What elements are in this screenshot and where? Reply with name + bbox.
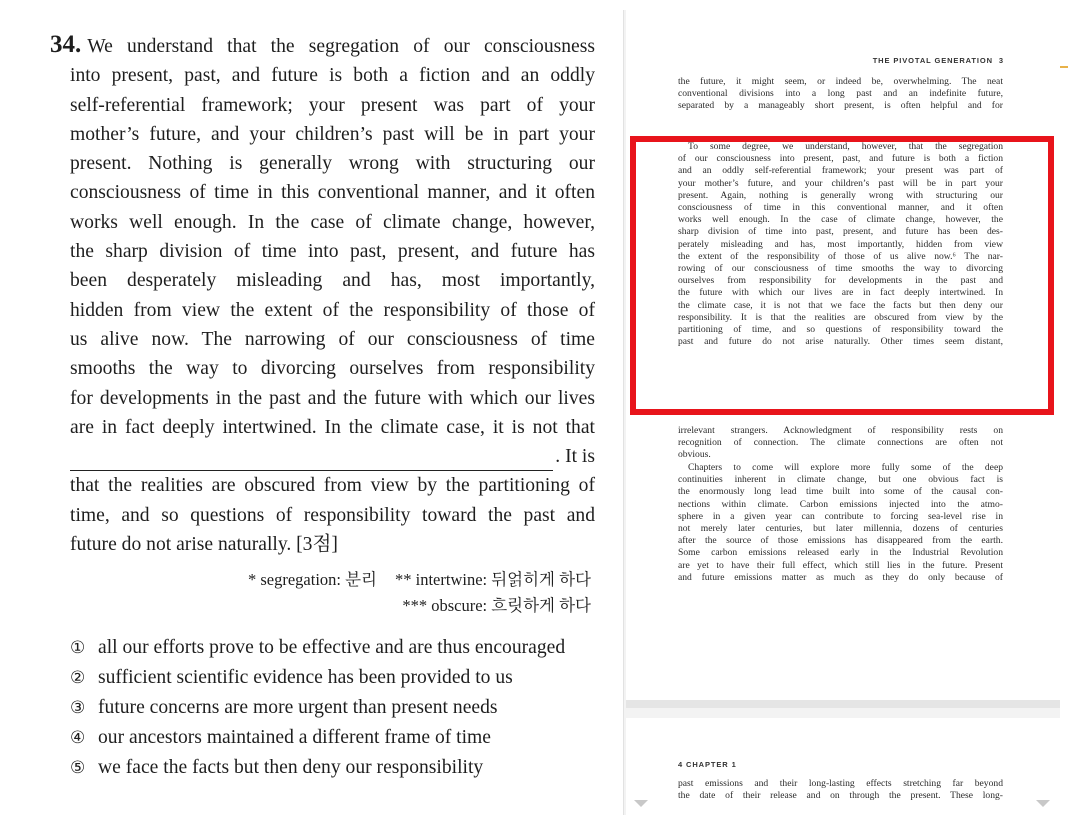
answer-choices [50,633,595,782]
question-line: 34. We understand that the segregation of our consciousness [50,31,595,58]
exam-question [50,30,595,782]
glossary-entry: * segregation: 분리 [247,570,377,590]
question-number: 34. [50,31,82,58]
question-line: hidden from view the extent of the responsibility of those of [70,299,595,321]
choice-1[interactable]: ① all our efforts prove to be effective and are thus encouraged [70,637,566,659]
question-line: future do not arise naturally. [3점] [70,534,338,556]
chapter-head: 4 CHAPTER 1 [678,760,737,769]
question-line: that the realities are obscured from view by the partitioning of [70,475,595,497]
question-line: us alive now. The narrowing of our consciousness of time [70,328,595,350]
paragraph: Chapters to come will explore more fully some of the deep continuities inherent in climate change, but one obvious fact is the enormously long lead time built into some of the causal con- nections within climate. Carbon emissions injected into the atmo- sphere in a given year can contribute to forcing sea-level rise in not merely later centuries, but later millennia, dozens of centuries after the source of those emissions has disappeared from the earth. Some carbon emissions released early in the Industrial Revolution are yet to have their full effect, which still lies in the future. Present and future emissions matter as much as they do only because of [678,462,1003,583]
highlighted-paragraph: To some degree, we understand, however, that the segregation of our consciousness into present, past, and future is both a fiction and an oddly self-referential framework; your present was part of your mother’s future, and your children’s past will be in part your present. Again, nothing is generally wrong with structuring our consciousness of time in this conventional manner, and it often works well enough. In the case of climate change, however, the sharp division of time into past, present, and future has been des- perately misleading and has, most importantly, hidden from view the extent of the responsibility of those of us alive now.⁶ The nar- rowing of our consciousness of time smooths the way to divorcing ourselves from responsibility for developments in the past and the future with which our lives are in fact deeply intertwined. In the climate case, it is not that we face the facts but then deny our responsibility. It is that the realities are obscured from view by the partitioning of time, and so questions of responsibility toward the past and future do not arise naturally. Other times seem distant, [678,141,1003,348]
book-page [626,718,1060,815]
scroll-down-right-icon[interactable] [1036,800,1050,807]
answer-blank [70,451,553,471]
question-line: for developments in the past and the future with which our lives [70,387,595,409]
blank-suffix: . It is [555,446,595,468]
glossary-entry: ** intertwine: 뒤얽히게 하다 [395,570,591,590]
page-separator [626,700,1060,708]
question-line: been desperately misleading and has, most importantly, [70,270,595,292]
page-number: 3 [998,56,1004,65]
question-line: consciousness of time in this conventional manner, and it often [70,182,595,204]
question-line: smooths the way to divorcing ourselves from responsibility [70,358,595,380]
paragraph: irrelevant strangers. Acknowledgment of responsibility rests on recognition of connection. The climate connections are often not obvious. [678,425,1003,461]
question-line: the sharp division of time into past, present, and future has [70,241,595,263]
question-line: are in fact deeply intertwined. In the climate case, it is not that [70,416,595,438]
answer-blank-line [50,442,595,471]
accent-mark [1060,66,1068,68]
question-line: works well enough. In the case of climate change, however, [70,211,595,233]
choice-3[interactable]: ③ future concerns are more urgent than present needs [70,696,498,718]
choice-4[interactable]: ④ our ancestors maintained a different frame of time [70,726,491,748]
glossary [50,567,595,619]
question-line: self-referential framework; your present was part of your [70,94,595,116]
question-line: time, and so questions of responsibility toward the past and [70,504,595,526]
running-head: THE PIVOTAL GENERATION 3 [872,56,1004,65]
choice-5[interactable]: ⑤ we face the facts but then deny our responsibility [70,756,484,778]
question-line: present. Nothing is generally wrong with structuring our [70,153,595,175]
choice-2[interactable]: ② sufficient scientific evidence has been provided to us [70,667,513,689]
paragraph: the future, it might seem, or indeed be, overwhelming. The neat conventional divisions into a long past and an indefinite future, separated by a manageably short present, is often helpful and for [678,76,1003,112]
question-line: mother’s future, and your children’s past will be in part your [70,123,595,145]
scroll-down-left-icon[interactable] [634,800,648,807]
glossary-entry: *** obscure: 흐릿하게 하다 [402,596,591,616]
paragraph: past emissions and their long-lasting effects stretching far beyond the date of their release and on through the present. These long- [678,778,1003,802]
highlight-box [630,136,1054,415]
question-line: into present, past, and future is both a fiction and an oddly [70,65,595,87]
